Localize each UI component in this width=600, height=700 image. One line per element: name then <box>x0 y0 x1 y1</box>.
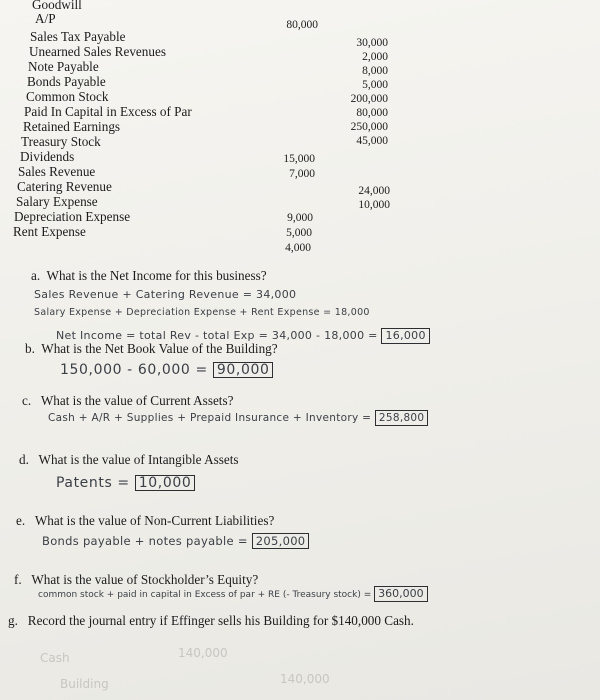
question-text: What is the value of Intangible Assets <box>38 452 239 467</box>
work-text: Net Income = total Rev - total Exp = 34,000 - 18,000 = <box>56 329 378 342</box>
credit-amount: 10,000 <box>358 199 390 211</box>
question-text: What is the Net Income for this business? <box>46 268 267 283</box>
work-line: Salary Expense + Depreciation Expense + Rent Expense = 18,000 <box>34 307 370 318</box>
question-a <box>31 268 267 284</box>
work-line <box>38 586 428 602</box>
debit-amount: 4,000 <box>285 242 311 254</box>
answer-box: 16,000 <box>381 328 429 344</box>
work-line <box>42 533 309 549</box>
account-name: Unearned Sales Revenues <box>29 44 166 59</box>
credit-amount: 250,000 <box>350 121 388 133</box>
faint-journal-entry: 140,000 <box>178 646 228 660</box>
credit-amount: 24,000 <box>358 185 390 197</box>
account-name: Goodwill <box>32 0 82 12</box>
credit-amount: 200,000 <box>350 93 388 105</box>
credit-amount: 30,000 <box>356 37 388 49</box>
question-text: What is the Net Book Value of the Building? <box>41 341 278 356</box>
work-line <box>60 362 273 378</box>
account-name: Salary Expense <box>16 194 98 209</box>
answer-box: 10,000 <box>135 475 196 491</box>
account-name: Catering Revenue <box>17 179 112 194</box>
account-name: Treasury Stock <box>21 134 101 149</box>
account-name: Dividends <box>20 149 75 164</box>
work-line <box>48 410 428 426</box>
account-name: Bonds Payable <box>27 74 106 89</box>
account-name: Depreciation Expense <box>14 209 131 224</box>
work-text: Bonds payable + notes payable = <box>42 534 248 548</box>
debit-amount: 15,000 <box>283 153 315 165</box>
question-letter: b. <box>25 341 35 356</box>
credit-amount: 45,000 <box>356 135 388 147</box>
work-text: 150,000 - 60,000 = <box>60 362 208 378</box>
question-text: What is the value of Stockholder’s Equity? <box>31 572 259 587</box>
work-text: Cash + A/R + Supplies + Prepaid Insurance + Inventory = <box>48 412 372 424</box>
answer-box: 90,000 <box>213 362 274 378</box>
account-name: Rent Expense <box>13 224 86 239</box>
question-b <box>25 341 278 357</box>
question-letter: g. <box>8 613 18 628</box>
answer-box: 360,000 <box>374 586 428 602</box>
question-letter: a. <box>31 268 41 283</box>
answer-box: 258,800 <box>375 410 429 426</box>
faint-journal-entry: Cash <box>40 651 70 665</box>
account-name: Note Payable <box>28 59 99 74</box>
question-text: Record the journal entry if Effinger sells his Building for $140,000 Cash. <box>27 613 414 628</box>
credit-amount: 5,000 <box>362 79 388 91</box>
question-letter: c. <box>22 393 32 408</box>
account-name: Sales Tax Payable <box>30 29 126 44</box>
debit-amount: 5,000 <box>286 227 312 239</box>
question-text: What is the value of Non-Current Liabilities? <box>34 513 275 528</box>
credit-amount: 80,000 <box>356 107 388 119</box>
account-name: Sales Revenue <box>18 164 96 179</box>
question-letter: f. <box>14 572 22 587</box>
debit-amount: 9,000 <box>287 212 313 224</box>
work-text: Patents = <box>56 475 130 491</box>
faint-journal-entry: Building <box>60 677 109 691</box>
faint-journal-entry: 140,000 <box>280 672 330 686</box>
credit-amount: 2,000 <box>362 51 388 63</box>
question-letter: e. <box>16 513 26 528</box>
question-e <box>16 513 274 529</box>
debit-amount: 7,000 <box>289 168 315 180</box>
question-text: What is the value of Current Assets? <box>40 393 234 408</box>
question-letter: d. <box>19 452 29 467</box>
credit-amount: 8,000 <box>362 65 388 77</box>
work-line: Sales Revenue + Catering Revenue = 34,000 <box>34 288 297 301</box>
work-line <box>56 475 195 491</box>
debit-amount: 80,000 <box>286 19 318 31</box>
work-text: common stock + paid in capital in Excess of par + RE (- Treasury stock) = <box>38 590 372 600</box>
answer-box: 205,000 <box>252 533 310 549</box>
question-c <box>22 393 233 409</box>
account-name: A/P <box>35 11 56 26</box>
question-d <box>19 452 239 468</box>
account-name: Common Stock <box>26 89 109 104</box>
account-name: Retained Earnings <box>23 119 121 134</box>
account-name: Paid In Capital in Excess of Par <box>24 104 192 119</box>
question-g <box>8 613 414 629</box>
